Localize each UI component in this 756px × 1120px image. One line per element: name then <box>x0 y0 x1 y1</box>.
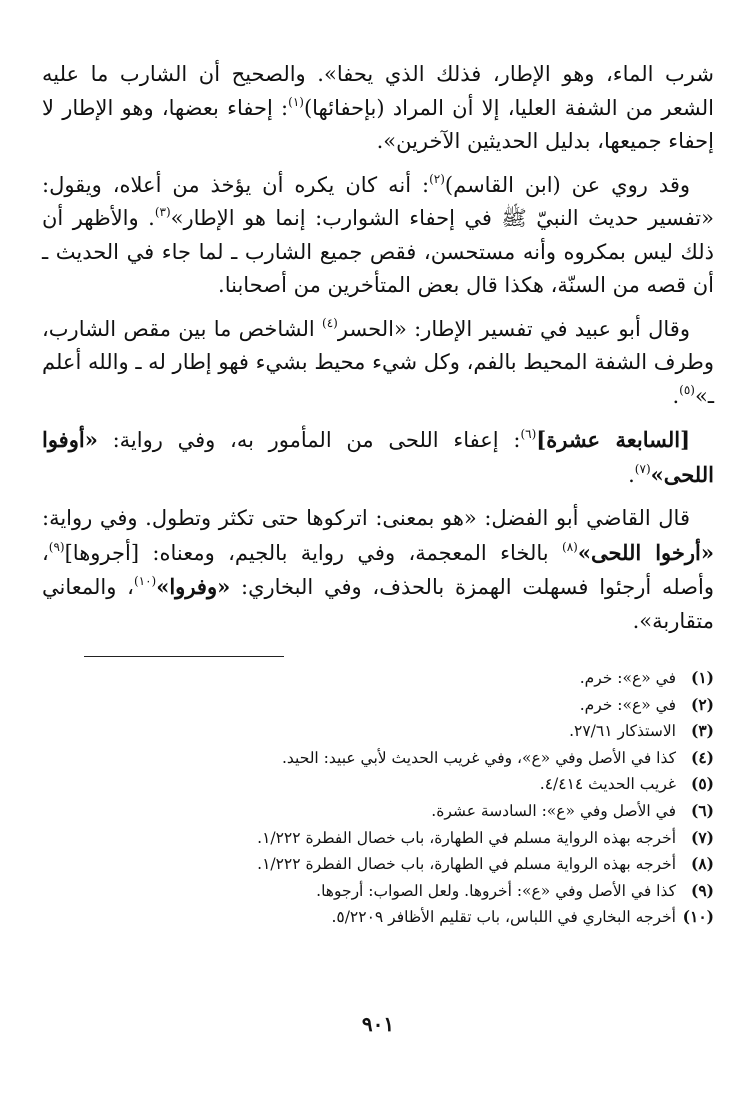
footnote-separator <box>84 656 284 657</box>
main-text <box>42 58 714 638</box>
emphasized-text: [السابعة عشرة] <box>536 427 691 452</box>
footnote-number: (٩) <box>690 880 714 900</box>
text-run: شرب الماء، وهو الإطار، فذلك الذي يحفا». والصحيح أن الشارب ما عليه الشعر من الشفة العليا، إلا أن المراد (بإحفائها) <box>42 62 715 120</box>
paragraph <box>42 502 714 638</box>
text-run: . <box>672 383 680 408</box>
footnote-text: غريب الحديث ٤/٤١٤. <box>539 775 676 794</box>
paragraph <box>42 423 714 492</box>
footnote-number: (١) <box>690 668 714 687</box>
footnote <box>42 692 714 719</box>
footnote <box>42 771 714 798</box>
footnote-text: أخرجه بهذه الرواية مسلم في الطهارة، باب خصال الفطرة ١/٢٢٢. <box>257 855 676 874</box>
footnote <box>42 904 714 931</box>
paragraph <box>42 169 714 303</box>
footnote-number: (٣) <box>690 721 714 741</box>
footnote-number: (١٠) <box>682 907 714 927</box>
paragraph <box>42 58 714 159</box>
text-run: ، والمعاني متقاربة». <box>42 575 714 633</box>
footnote-text: كذا في الأصل وفي «ع»: أخروها. ولعل الصواب: أرجوها. <box>316 881 676 900</box>
footnote-reference: (١٠) <box>133 574 157 588</box>
text-run: وقال أبو عبيد في تفسير الإطار: «الحسر <box>337 316 690 341</box>
footnote-reference: (٨) <box>562 539 578 554</box>
footnote-reference: (٧) <box>634 461 651 476</box>
footnote-reference: (٣) <box>154 205 171 219</box>
footnote-number: (٨) <box>690 854 714 874</box>
footnote-reference: (٢) <box>429 171 445 186</box>
footnote-text: في الأصل وفي «ع»: السادسة عشرة. <box>431 801 676 820</box>
text-run: وقد روي عن (ابن القاسم) <box>444 172 690 197</box>
footnotes-list <box>42 665 714 931</box>
footnote-reference: (٥) <box>679 382 695 397</box>
footnote-reference: (٩) <box>48 539 65 554</box>
page-body <box>42 58 714 931</box>
footnote-text: أخرجه بهذه الرواية مسلم في الطهارة، باب خصال الفطرة ١/٢٢٢. <box>257 828 676 847</box>
text-run: ، وأصله أرجئوا فسهلت الهمزة بالحذف، وفي البخاري: <box>42 540 714 599</box>
footnote-text: أخرجه البخاري في اللباس، باب تقليم الأظافر ٥/٢٢٠٩. <box>331 908 676 927</box>
text-run: الشاخص ما بين مقص الشارب، وطرف الشفة المحيط بالفم، وكل شيء محيط بشيء فهو إطار له ـ والله أعلم ـ» <box>42 316 714 408</box>
footnote <box>42 825 714 852</box>
footnote-number: (٧) <box>690 827 714 847</box>
text-run: : إحفاء بعضها، وهو الإطار لا إحفاء جميعها، بدليل الحديثين الآخرين». <box>42 95 714 153</box>
footnote <box>42 665 714 692</box>
emphasized-text: «أرخوا اللحى» <box>577 539 714 565</box>
text-run: : أنه كان يكره أن يؤخذ من أعلاه، ويقول: «تفسير حديث النبيّ ﷺ في إحفاء الشوارب: إنما هو الإطار» <box>42 172 715 230</box>
footnote-reference: (٤) <box>322 315 338 330</box>
text-run: . والأظهر أن ذلك ليس بمكروه وأنه مستحسن، فقص جميع الشارب ـ لما جاء في الحديث ـ أن قصه من السنّة، هكذا قال بعض المتأخرين من أصحابنا. <box>42 206 714 297</box>
footnote-text: الاستذكار ٢٧/٦١. <box>569 722 676 741</box>
text-run: . <box>628 462 635 487</box>
footnote <box>42 718 714 745</box>
footnote-text: في «ع»: خرم. <box>579 669 676 687</box>
footnote <box>42 798 714 825</box>
footnote-number: (٥) <box>690 774 714 794</box>
footnote-number: (٦) <box>690 800 714 820</box>
emphasized-text: «أوفوا اللحى» <box>42 427 714 487</box>
paragraph <box>42 313 714 414</box>
footnote-text: كذا في الأصل وفي «ع»، وفي غريب الحديث لأبي عبيد: الحيد. <box>281 748 676 767</box>
footnote-number: (٢) <box>690 694 714 714</box>
footnote-reference: (٦) <box>520 427 537 441</box>
text-run: بالخاء المعجمة، وفي رواية بالجيم، ومعناه: [أجروها] <box>64 540 562 565</box>
page-number: ٩٠١ <box>361 1012 395 1036</box>
text-run: : إعفاء اللحى من المأمور به، وفي رواية: <box>97 428 521 452</box>
text-run: قال القاضي أبو الفضل: «هو بمعنى: اتركوها حتى تكثر وتطول. وفي رواية: <box>42 506 690 530</box>
footnote-reference: (١) <box>288 94 304 109</box>
footnote <box>42 851 714 878</box>
footnote <box>42 745 714 772</box>
footnote-number: (٤) <box>690 747 714 767</box>
footnote <box>42 878 714 905</box>
emphasized-text: «وفروا» <box>156 574 231 599</box>
footnote-text: في «ع»: خرم. <box>579 695 676 714</box>
